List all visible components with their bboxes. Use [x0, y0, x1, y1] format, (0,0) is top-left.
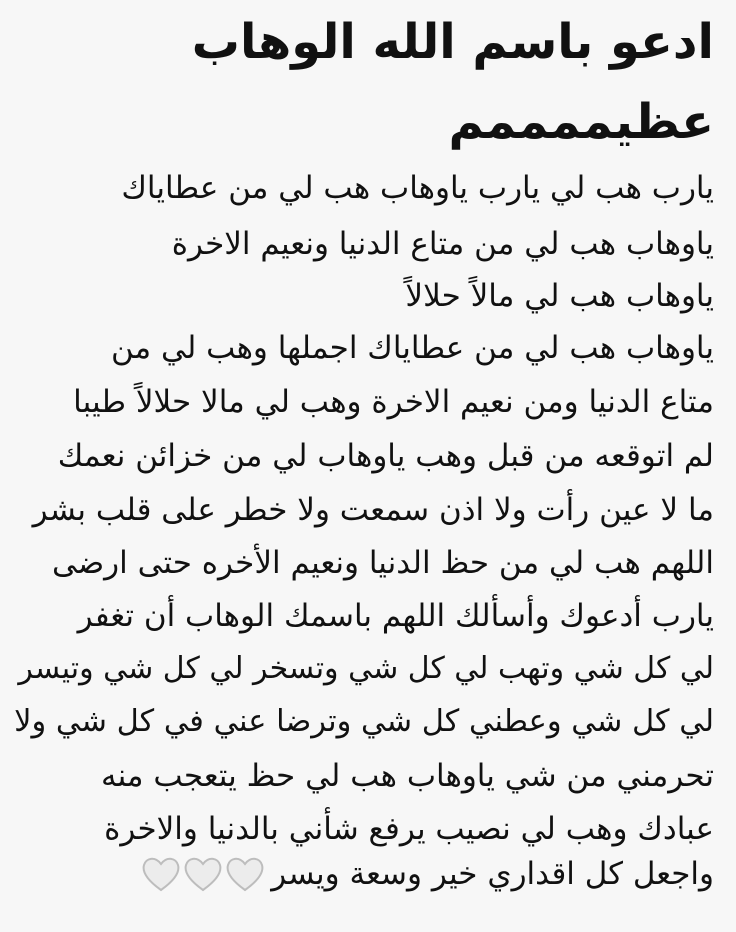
- body-line: متاع الدنيا ومن نعيم الاخرة وهب لي مالا حلالاً طيبا: [73, 384, 714, 420]
- white-heart-icon: [225, 855, 265, 893]
- last-line-text: واجعل كل اقداري خير وسعة ويسر: [271, 856, 714, 892]
- body-line: يارب هب لي يارب ياوهاب هب لي من عطاياك: [121, 170, 714, 206]
- white-heart-icon: [141, 855, 181, 893]
- body-line: تحرمني من شي ياوهاب هب لي حظ يتعجب منه: [100, 758, 714, 794]
- body-line: ما لا عين رأت ولا اذن سمعت ولا خطر على قلب بشر: [32, 492, 714, 528]
- body-line: اللهم هب لي من حظ الدنيا ونعيم الأخره حتى ارضى: [52, 545, 714, 581]
- body-line: لم اتوقعه من قبل وهب ياوهاب لي من خزائن نعمك: [57, 438, 714, 474]
- body-line: لي كل شي وتهب لي كل شي وتسخر لي كل شي وتيسر: [18, 651, 714, 686]
- hearts-group: [141, 855, 265, 893]
- last-line: [141, 852, 714, 896]
- body-line: يارب أدعوك وأسألك اللهم باسمك الوهاب أن تغفر: [77, 598, 714, 634]
- white-heart-icon: [183, 855, 223, 893]
- body-line: ياوهاب هب لي من عطاياك اجملها وهب لي من: [110, 330, 714, 366]
- body-line: ياوهاب هب لي مالاً حلالاً: [405, 278, 714, 314]
- title-line-2: عظيممممم: [448, 94, 714, 150]
- body-line: عبادك وهب لي نصيب يرفع شأني بالدنيا والاخرة: [104, 811, 714, 847]
- title-line-1: ادعو باسم الله الوهاب: [191, 14, 714, 70]
- body-line: ياوهاب هب لي من متاع الدنيا ونعيم الاخرة: [171, 226, 714, 262]
- body-line: لي كل شي وعطني كل شي وترضا عني في كل شي ولا: [14, 704, 714, 739]
